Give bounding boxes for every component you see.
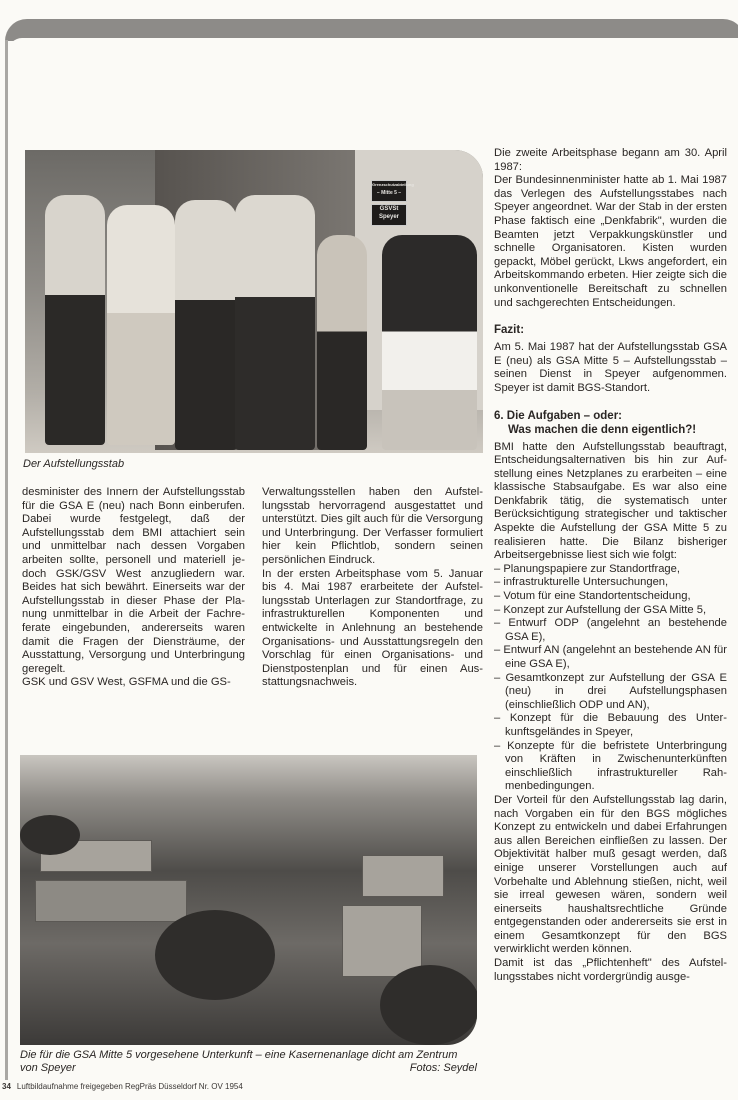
list-item: – Entwurf AN (angelehnt an bestehende AN für eine GSA E), (494, 644, 727, 671)
list-item: – Konzepte für die befristete Unterbringung von Kräften in Zwischenunterkünften einschließlich infrastruktureller Rahmenbedingungen. (494, 740, 727, 794)
list-item: – Entwurf ODP (angelehnt an bestehende GSA E), (494, 617, 727, 644)
photo2-caption: Die für die GSA Mitte 5 vorgesehene Unterkunft – eine Kasernenanlage dicht am Zentrum von Speyer Fotos: Seydel (20, 1049, 477, 1074)
page-number: 34 (2, 1082, 11, 1091)
sign-unit: Grenzschutzabteilung – Mitte 5 – (371, 180, 407, 202)
list-item: – infrastrukturelle Untersuchungen, (494, 576, 727, 590)
column-middle: Verwaltungsstellen haben den Aufstellungsstab hervorragend ausgestattet und unterstützt. Dies gilt auch für die Versorgung und Unterbringung. Der Verfasser formuliert hier kein Pflichtlob, sondern seinen persönlichen Eindruck. In der ersten Arbeitsphase vom 5. Januar bis 4. Mai 1987 erarbeitete der Aufstellungsstab Unterlagen zur Standortfrage, zu infrastrukturellen Komponenten und entwickelte in Anlehnung an bestehende Organisations- und Ausstattungsregeln den Vorschlag für einen Organisations- und Dienstpostenplan und für einen Ausstattungsnachweis. (262, 486, 483, 689)
list-item: – Votum für eine Standortentscheidung, (494, 590, 727, 604)
frame-border (5, 40, 8, 1080)
results-list (494, 563, 727, 794)
section-heading-6: 6. Die Aufgaben – oder: (494, 409, 623, 422)
footer (2, 1082, 243, 1091)
photo1-caption: Der Aufstellungsstab (23, 458, 125, 470)
column-right: Die zweite Arbeitsphase begann am 30. April 1987: Der Bundesinnenminister hatte ab 1. Mai 1987 das Verlegen des Aufstellungsstabes nach Speyer angeordnet. War der Stab in der ersten Phase faktisch eine „Denkfabrik", wurden die Beamten jetzt Verpakkungskünstler und schnelle Organisatoren. Kisten wurden gepackt, Möbel gerückt, Lkws angefordert, ein Arbeitskommando erbeten. Hier zeigte sich die unkonventionelle Bereitschaft zu schnellen und sachgerechten Entscheidungen. Fazit: Am 5. Mai 1987 hat der Aufstellungsstab GSA E (neu) als GSA Mitte 5 – Aufstellungsstab – seinen Dienst in Speyer aufgenommen. Speyer ist damit BGS-Standort. 6. Die Aufgaben – oder: Was machen die denn eigentlich?! BMI hatte den Aufstellungsstab beauftragt, Entscheidungsalternativen bis hin zur Aufstellung eines Netzplanes zu erarbeiten – eine klassische Stabsaufgabe. Es war also eine Denkfabrik tätig, die systematisch unter Berücksichtigung strategischer und taktischer Aspekte die Aufstellung der GSA Mitte 5 zu realisieren hatte. Die Bilanz bisheriger Arbeitsergebnisse liest sich wie folgt: – Planungspapiere zur Standortfrage, – infrastrukturelle Untersuchungen, – Votum für eine Standortentscheidung, – Konzept zur Aufstellung der GSA Mitte 5, – Entwurf ODP (angelehnt an bestehende GSA E), – Entwurf AN (angelehnt an bestehende AN für eine GSA E), – Gesamtkonzept zur Aufstellung der GSA E (neu) in drei Aufstellungsphasen (einschließlich ODP und AN), – Konzept für die Bebauung des Unterkunftsgeländes in Speyer, – Konzepte für die befristete Unterbringung von Kräften in Zwischenunterkünften einschließlich infrastruktureller Rahmenbedingungen. Der Vorteil für den Aufstellungsstab lag darin, nach Vorgaben ein für den BGS mögliches Konzept zu entwickeln und dabei Erfahrungen aus allen Bereichen einfließen zu lassen. Der Objektivität halber muß gesagt werden, daß einige unserer Vorstellungen auch auf Vorbehalte und Ablehnung stießen, nicht, weil sie irreal gewesen wären, sondern weil einerseits haushaltsrechtliche Gründe entgegenstanden oder andererseits sie erst in einem Gesamtkonzept für den BGS verwirklicht werden können. Damit ist das „Pflichtenheft" des Aufstellungsstabes nicht vordergründig ausge- (494, 147, 727, 984)
list-item: – Gesamtkonzept zur Aufstellung der GSA E (neu) in drei Aufstellungsphasen (einschließlich ODP und AN), (494, 672, 727, 713)
group-photo (25, 150, 483, 453)
list-item: – Konzept zur Aufstellung der GSA Mitte 5, (494, 604, 727, 618)
photo-credit: Fotos: Seydel (409, 1062, 477, 1074)
list-item: – Konzept für die Bebauung des Unterkunftsgeländes in Speyer, (494, 712, 727, 739)
aerial-photo (20, 755, 477, 1045)
column-left: desminister des Innern der Aufstellungsstab für die GSA E (neu) nach Bonn einberufen. Dabei wurde festgelegt, daß der Aufstellungsstab dem BMI attachiert sein und unmittelbar nach dessen Vorgaben arbeiten sollte, personell und materiell jedoch GSK/GSV West anzugliedern war. Beides hat sich bewährt. Einerseits war der Aufstellungsstab in dieser Phase der Planung unmittelbar in die Arbeit der Fachreferate eingebunden, andererseits waren damit die Fragen der Diensträume, der Ausstattung, Versorgung und Unterbringung geregelt. GSK und GSV West, GSFMA und die GS- (22, 486, 245, 689)
list-item: – Planungspapiere zur Standortfrage, (494, 563, 727, 577)
sign-gsvst: GSVSt Speyer (371, 204, 407, 226)
footer-note: Luftbildaufnahme freigegeben RegPräs Düsseldorf Nr. OV 1954 (16, 1082, 243, 1091)
heading-fazit: Fazit: (494, 324, 525, 337)
